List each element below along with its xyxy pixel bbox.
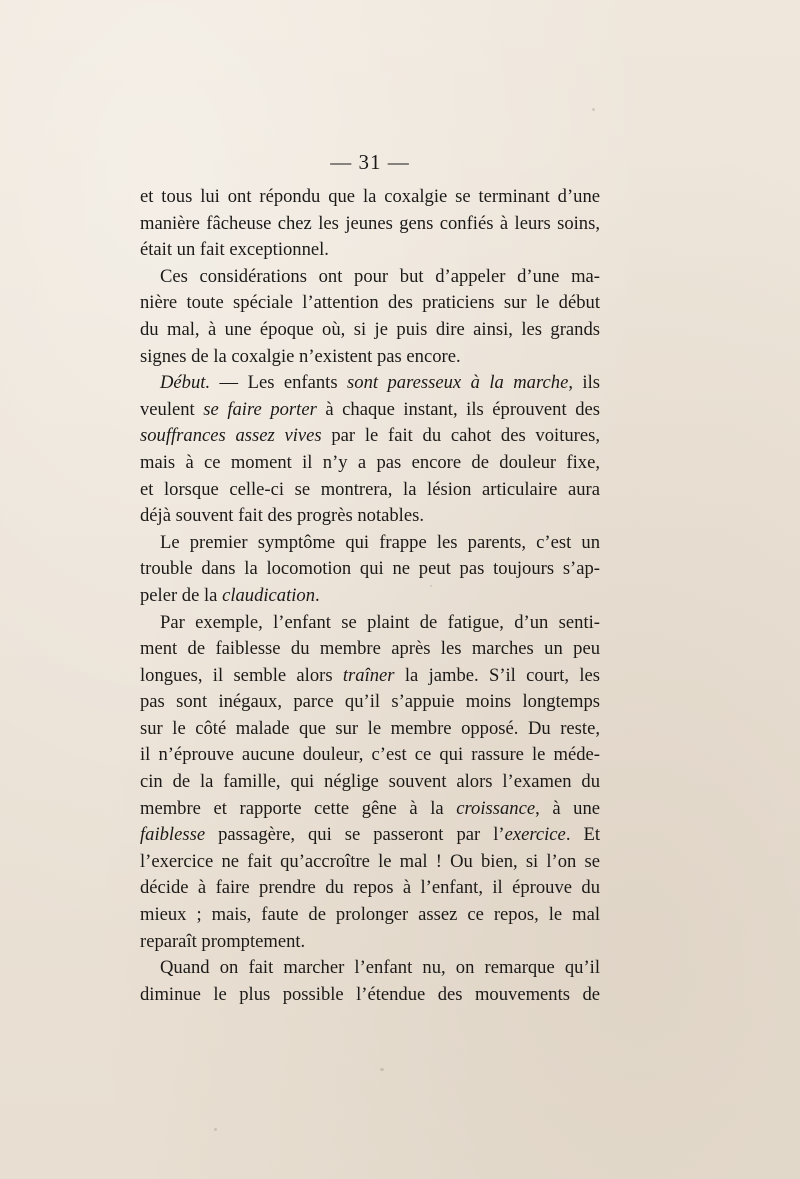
paper-speck: [380, 1068, 384, 1071]
paper-speck: [214, 1128, 217, 1131]
text-line: mieux ; mais, faute de prolonger assez ce repos, le mal: [140, 904, 600, 926]
text-line: membre et rapporte cette gêne à la croissance, à une: [140, 797, 601, 819]
text-line: ment de faiblesse du membre après les marches un peu: [140, 638, 600, 660]
paper-speck: [430, 585, 432, 587]
text-line: peler de la claudication.: [140, 584, 320, 606]
text-line: il n’éprouve aucune douleur, c’est ce qui rassure le méde-: [140, 744, 600, 766]
text-line: cin de la famille, qui néglige souvent alors l’examen du: [140, 771, 600, 793]
text-line: faiblesse passagère, qui se passeront par l’exercice. Et: [140, 824, 600, 846]
text-line: diminue le plus possible l’étendue des mouvements de: [140, 983, 600, 1005]
text-line: signes de la coxalgie n’existent pas encore.: [140, 345, 461, 367]
text-line: était un fait exceptionnel.: [140, 239, 329, 261]
text-line: Le premier symptôme qui frappe les parents, c’est un: [160, 531, 600, 553]
text-line: Ces considérations ont pour but d’appeler d’une ma-: [160, 265, 600, 287]
text-line: déjà souvent fait des progrès notables.: [140, 505, 424, 527]
text-line: veulent se faire porter à chaque instant, ils éprouvent des: [140, 398, 600, 420]
text-line: et lorsque celle-ci se montrera, la lésion articulaire aura: [140, 478, 600, 500]
text-line: souffrances assez vives par le fait du cahot des voitures,: [140, 425, 600, 447]
text-line: Début. — Les enfants sont paresseux à la marche, ils: [160, 372, 600, 394]
text-line: du mal, à une époque où, si je puis dire ainsi, les grands: [140, 318, 600, 340]
text-line: décide à faire prendre du repos à l’enfant, il éprouve du: [140, 877, 600, 899]
text-line: Par exemple, l’enfant se plaint de fatigue, d’un senti-: [160, 611, 600, 633]
text-line: mais à ce moment il n’y a pas encore de douleur fixe,: [140, 451, 600, 473]
paper-speck: [592, 108, 595, 111]
body-text: [140, 184, 600, 1008]
text-line: Quand on fait marcher l’enfant nu, on remarque qu’il: [160, 957, 600, 979]
page-number: — 31 —: [330, 150, 410, 174]
text-line: manière fâcheuse chez les jeunes gens confiés à leurs soins,: [140, 212, 600, 234]
text-line: sur le côté malade que sur le membre opposé. Du reste,: [140, 717, 600, 739]
text-line: reparaît promptement.: [140, 930, 306, 952]
text-line: longues, il semble alors traîner la jambe. S’il court, les: [140, 664, 600, 686]
text-line: nière toute spéciale l’attention des praticiens sur le début: [140, 292, 600, 314]
text-line: pas sont inégaux, parce qu’il s’appuie moins longtemps: [140, 691, 600, 713]
text-line: trouble dans la locomotion qui ne peut pas toujours s’ap-: [140, 558, 600, 580]
text-line: et tous lui ont répondu que la coxalgie se terminant d’une: [140, 186, 600, 207]
text-line: l’exercice ne fait qu’accroître le mal ! Ou bien, si l’on se: [140, 850, 600, 872]
